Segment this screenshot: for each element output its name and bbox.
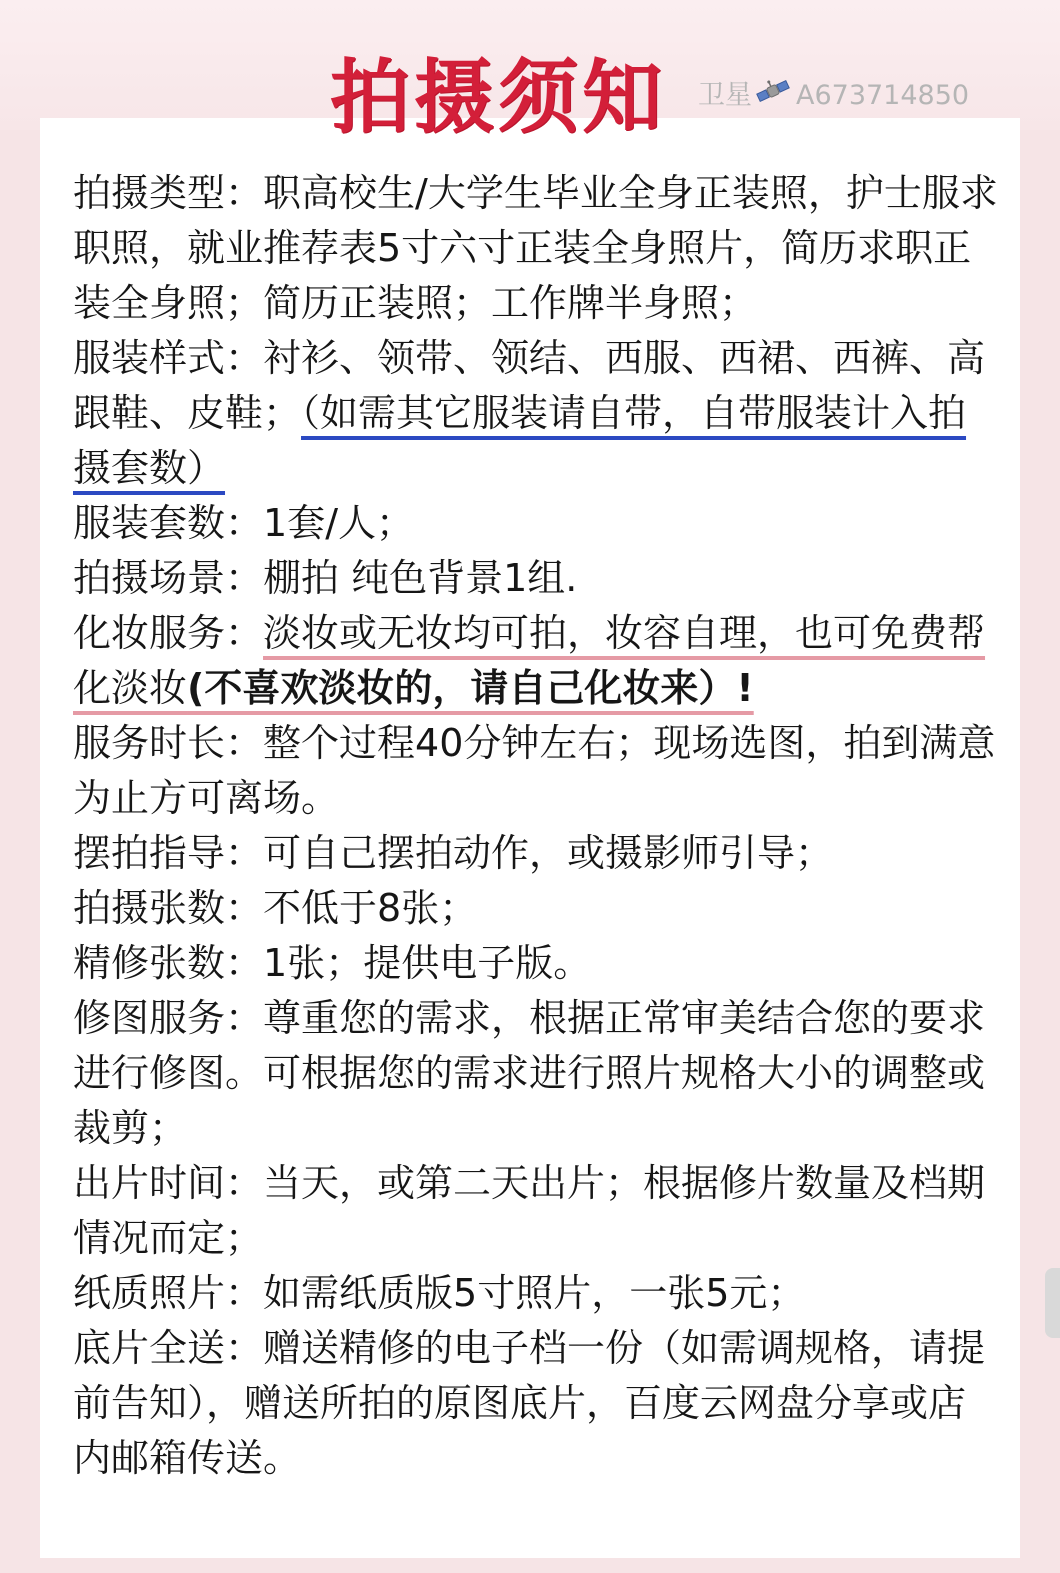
item-label: 服装样式： <box>73 336 264 380</box>
scroll-handle[interactable] <box>1045 1268 1060 1338</box>
notice-body <box>73 166 1003 1486</box>
list-item <box>73 331 1003 496</box>
item-text: 棚拍 纯色背景1组. <box>263 556 578 600</box>
list-item <box>73 881 1003 936</box>
item-note: (不喜欢淡妆的，请自己化妆来）! <box>187 666 754 710</box>
list-item <box>73 826 1003 881</box>
list-item <box>73 1156 1003 1266</box>
watermark-id: A673714850 <box>796 80 970 111</box>
list-item <box>73 716 1003 826</box>
item-label: 服务时长： <box>73 721 264 765</box>
item-label: 修图服务： <box>73 996 264 1040</box>
item-text: 1张；提供电子版。 <box>263 941 592 985</box>
item-label: 出片时间： <box>73 1161 264 1205</box>
satellite-icon <box>756 78 790 114</box>
item-text: 可自己摆拍动作，或摄影师引导； <box>263 831 834 875</box>
list-item <box>73 551 1003 606</box>
item-label: 化妆服务： <box>73 611 264 655</box>
item-text: 衬衫、领带、领结、西服、西裙、西裤、高跟鞋、皮鞋； <box>73 336 986 435</box>
list-item <box>73 166 1003 331</box>
item-text: 淡妆或无妆均可拍，妆容自理，也可免费帮化淡妆 <box>73 611 986 710</box>
list-item <box>73 1266 1003 1321</box>
item-text: 不低于8张； <box>263 886 478 930</box>
item-text: 当天，或第二天出片；根据修片数量及档期情况而定； <box>73 1161 986 1260</box>
list-item <box>73 936 1003 991</box>
item-label: 底片全送： <box>73 1326 264 1370</box>
list-item <box>73 991 1003 1156</box>
item-label: 纸质照片： <box>73 1271 264 1315</box>
item-text: 职高校生/大学生毕业全身正装照，护士服求职照，就业推荐表5寸六寸正装全身照片，简历求职正装全身照；简历正装照；工作牌半身照； <box>73 171 998 325</box>
item-label: 精修张数： <box>73 941 264 985</box>
item-label: 拍摄张数： <box>73 886 264 930</box>
item-text: 赠送精修的电子档一份（如需调规格，请提前告知），赠送所拍的原图底片，百度云网盘分享或店内邮箱传送。 <box>73 1326 986 1480</box>
item-text: 整个过程40分钟左右；现场选图，拍到满意为止方可离场。 <box>73 721 996 820</box>
item-label: 摆拍指导： <box>73 831 264 875</box>
item-text: 尊重您的需求，根据正常审美结合您的要求进行修图。可根据您的需求进行照片规格大小的调整或裁剪； <box>73 996 986 1150</box>
list-item <box>73 1321 1003 1486</box>
item-text: 如需纸质版5寸照片，一张5元； <box>263 1271 806 1315</box>
watermark-prefix: 卫星 <box>698 80 752 111</box>
item-label: 拍摄类型： <box>73 171 264 215</box>
page-title: 拍摄须知 <box>330 51 666 144</box>
item-note: （如需其它服装请自带，自带服装计入拍摄套数） <box>73 391 967 490</box>
item-text: 1套/人； <box>263 501 414 545</box>
watermark <box>698 78 969 114</box>
list-item <box>73 496 1003 551</box>
list-item <box>73 606 1003 716</box>
item-label: 拍摄场景： <box>73 556 264 600</box>
item-label: 服装套数： <box>73 501 264 545</box>
